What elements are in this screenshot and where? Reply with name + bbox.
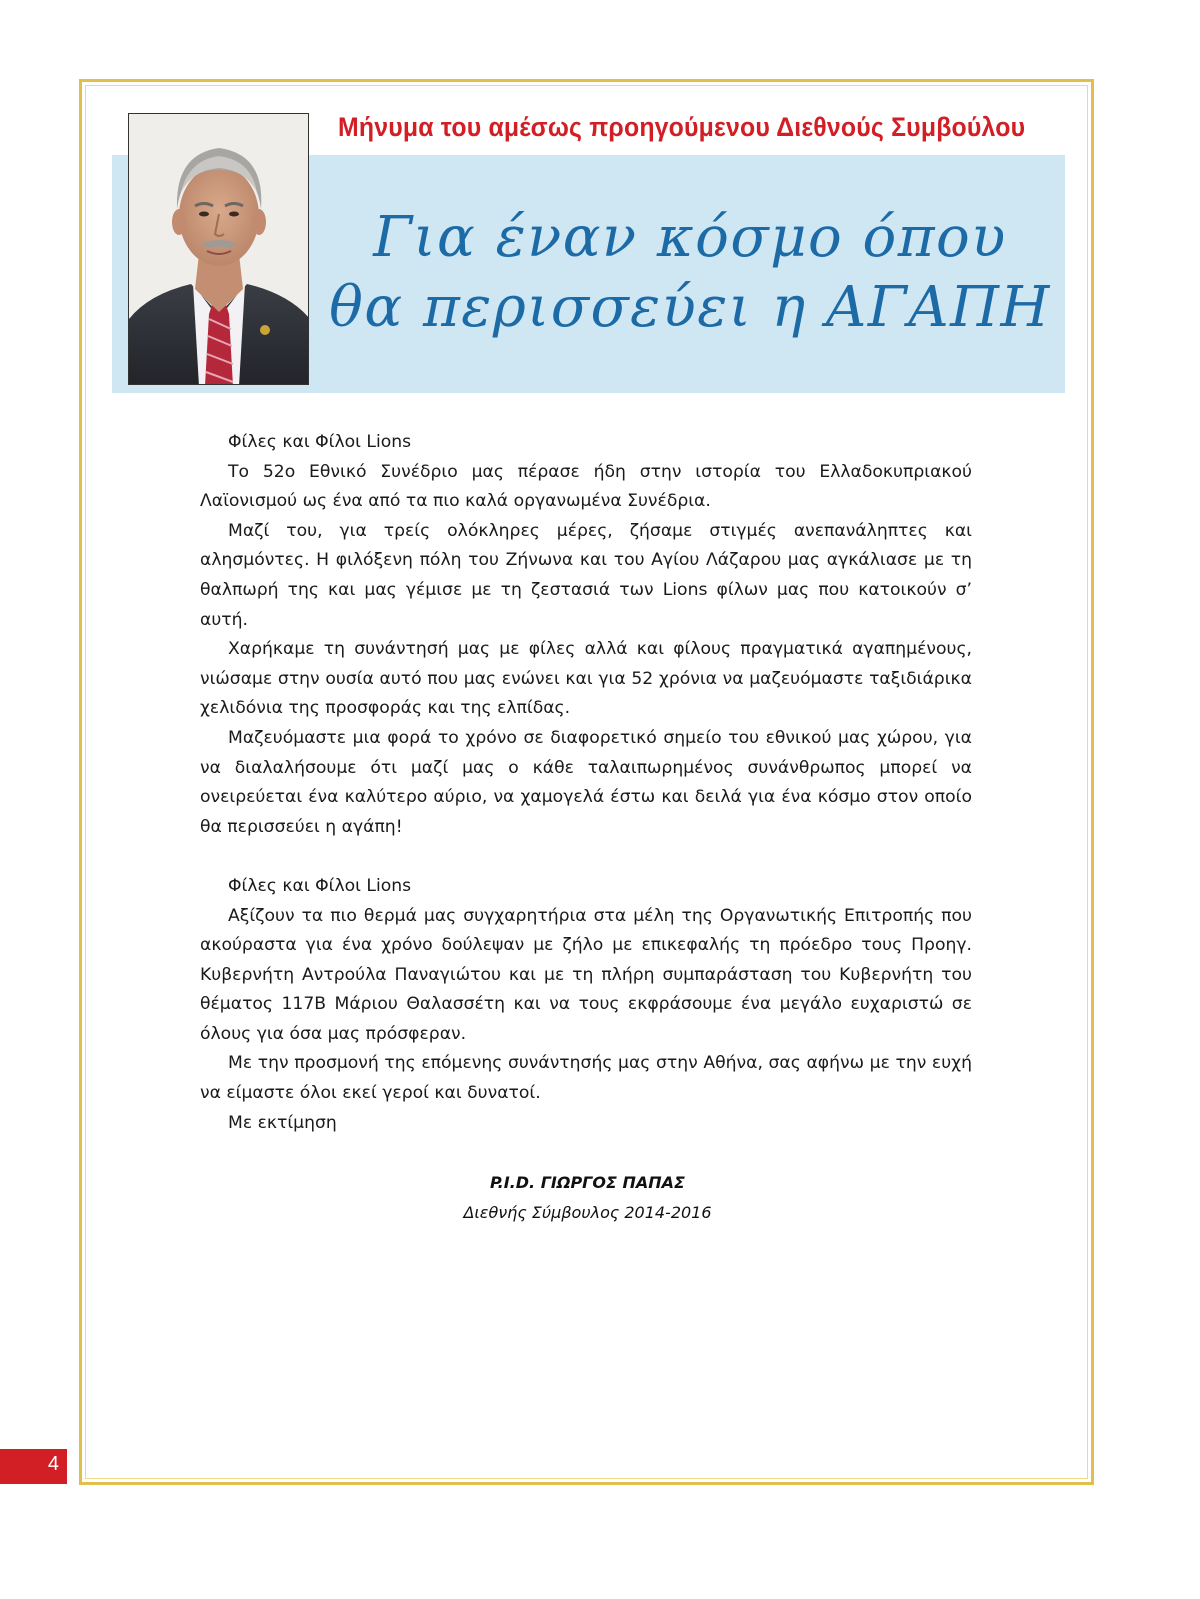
article-title-line-2: θα περισσεύει η ΑΓΑΠΗ [329, 275, 1051, 340]
signature-name: P.I.D. ΓΙΩΡΓΟΣ ΠΑΠΑΣ [490, 1173, 685, 1192]
greeting-paragraph: Φίλες και Φίλοι Lions [228, 875, 412, 896]
page-number: 4 [47, 1453, 59, 1475]
closing-paragraph: Με εκτίμηση [228, 1112, 337, 1133]
body-paragraph: Το 52ο Εθνικό Συνέδριο μας πέρασε ήδη στην ιστορία του Ελλαδοκυπριακού Λαϊονισμού ως ένα από τα πιο καλά οργανωμένα Συνέδρια. [200, 461, 972, 512]
body-paragraph: Χαρήκαμε τη συνάντησή μας με φίλες αλλά και φίλους πραγματικά αγαπημένους, νιώσαμε στην ουσία αυτό που μας ενώνει και για 52 χρόνια να μαζευόμαστε ταξιδιάρικα χελιδόνια της προσφοράς και της ελπίδας. [200, 639, 972, 719]
signature-role: Διεθνής Σύμβουλος 2014-2016 [463, 1203, 712, 1222]
signature-block [400, 1168, 775, 1228]
body-paragraph: Αξίζουν τα πιο θερμά μας συγχαρητήρια στα μέλη της Οργανωτικής Επιτροπής που ακούραστα για ένα χρόνο δούλεψαν με ζήλο με επικεφαλής τη πρόεδρο τους Προηγ. Κυβερνήτη Αντρούλα Παναγιώτου και με τη πλήρη συμπαράσταση του Κυβερνήτη του θέματος 117Β Μάριου Θαλασσέτη και να τους εκφράσουμε ένα μεγάλο ευχαριστώ σε όλους για όσα μας πρόσφεραν. [200, 905, 972, 1044]
greeting-paragraph: Φίλες και Φίλοι Lions [228, 432, 412, 452]
section-subheading: Μήνυμα του αμέσως προηγούμενου Διεθνούς Συμβούλου [338, 112, 1026, 142]
article-body [200, 428, 972, 1138]
portrait-photo-icon [129, 114, 309, 385]
body-paragraph: Μαζευόμαστε μια φορά το χρόνο σε διαφορετικό σημείο του εθνικού μας χώρου, για να διαλαλήσουμε ότι μαζί μας ο κάθε ταλαιπωρημένος συνάνθρωπος μπορεί να ονειρεύεται ένα καλύτερο αύριο, να χαμογελά έστω και δειλά για ένα κόσμο στον οποίο θα περισσεύει η αγάπη! [200, 727, 972, 837]
portrait-photo [128, 113, 309, 385]
page-number-tab [0, 1449, 67, 1484]
body-paragraph: Μαζί του, για τρείς ολόκληρες μέρες, ζήσαμε στιγμές ανεπανάληπτες και αλησμόντες. Η φιλόξενη πόλη του Ζήνωνα και του Αγίου Λάζαρου μας αγκάλιασε με τη θαλπωρή της και μας γέμισε με τη ζεστασιά των Lions φίλων μας που κατοικούν σ’ αυτή. [200, 520, 972, 630]
article-title [320, 203, 1060, 343]
body-paragraph: Με την προσμονή της επόμενης συνάντησής μας στην Αθήνα, σας αφήνω με την ευχή να είμαστε όλοι εκεί γεροί και δυνατοί. [200, 1053, 972, 1104]
article-title-line-1: Για έναν κόσμο όπου [373, 205, 1007, 270]
